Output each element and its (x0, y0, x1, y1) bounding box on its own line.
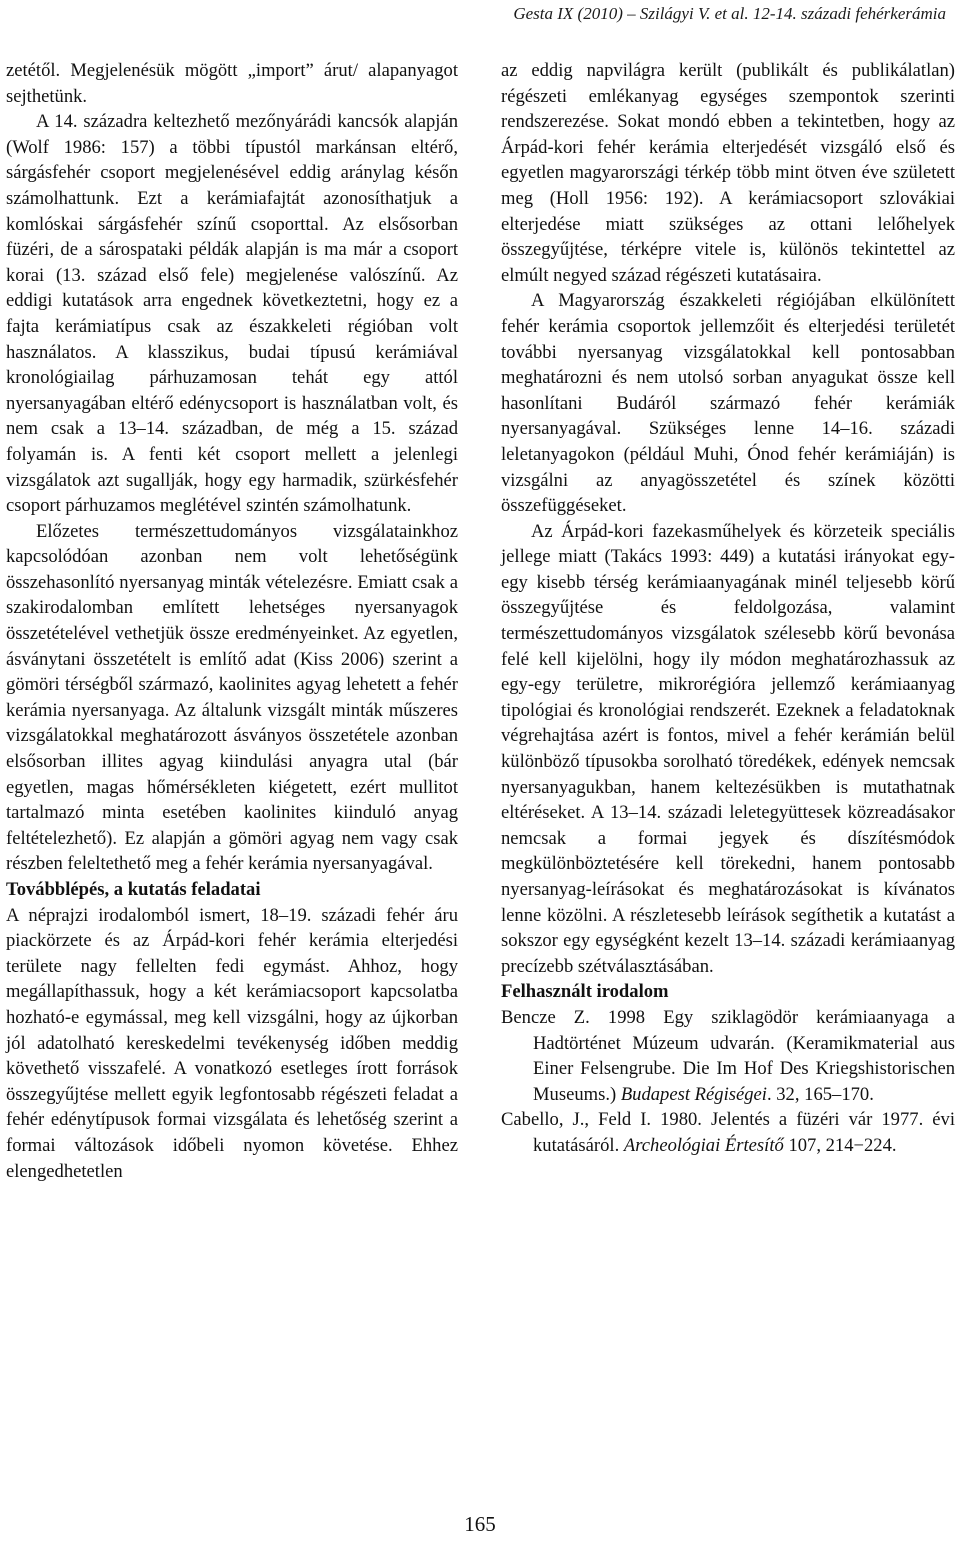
paragraph: Az Árpád-kori fazekasműhelyek és körzeteik speciális jellege miatt (Takács 1993: 449) a kutatási irányokat egy-egy kisebb térség kerámiaanyagának minél teljesebb körű összegyűjtése és feldolgozása, valamint természettudományos vizsgálatok szélesebb körű bevonása felé kell kijelölni, hogy ily módon meghatározhassuk az egy-egy területre, mikrorégióra jellemző kerámiaanyag tipológiai és kronológiai rendszerét. Ezeknek a feladatoknak végrehajtása azért is fontos, mivel a fehér kerámián belül különböző típusokba sorolható töredékek, edények nemcsak nyersanyagukban, hanem keltezésükben is mutathatnak eltéréseket. A 13–14. századi leletegyüttesek közreadásakor nemcsak a formai jegyek és díszítésmódok megkülönböztetésére kell törekedni, hanem pontosabb nyersanyag-leírásokat és meghatározásokat is kívánatos lenne közölni. A részletesebb leírások segíthetik a kutatást a sokszor egy egységként kezelt 13–14. századi kerámiaanyag precízebb szétválasztásában. (501, 520, 955, 977)
section-heading: Továbblépés, a kutatás feladatai (6, 879, 261, 900)
bib-after: 107, 214−224. (783, 1134, 897, 1156)
page-number: 165 (464, 1512, 496, 1536)
right-column (501, 58, 955, 1159)
paragraph: Előzetes természettudományos vizsgálatainkhoz kapcsolódóan azonban nem volt lehetőségünk összehasonlító nyersanyag minták vételezésre. Emiatt csak a szakirodalomban említett lehetséges nyersanyagok összetételével vethetjük össze eredményeinket. Az egyetlen, ásványtani összetételt is említő adat (Kiss 2006) szerint a gömöri térségből származó, kaolinites agyag lehetett a fehér kerámia nyersanyaga. Az általunk vizsgált minták műszeres vizsgálatokkal meghatározott ásványos összetétele azonban elsősorban illites agyag kiindulási anyagra utal (bár egyetlen, magas hőmérsékleten kiégetett, ezért mullitot tartalmazó minta esetében kaolinites kiinduló anyag feltételezhető). Ez alapján a gömöri agyag nem vagy csak részben feleltethető meg a fehér kerámia nyersanyagával. (6, 520, 458, 875)
running-header: Gesta IX (2010) – Szilágyi V. et al. 12-14. századi fehérkerámia (513, 4, 946, 23)
bibliography-heading: Felhasznált irodalom (501, 981, 669, 1003)
paragraph: A néprajzi irodalomból ismert, 18–19. századi fehér áru piackörzete és az Árpád-kori fehér kerámia elterjedési területe nagy fellelten fedi egymást. Ahhoz, hogy megállapíthassuk, hogy a két kerámiacsoport kapcsolatba hozható-e egymással, meg kell vizsgálni, hogy az újkorban jól adatolható kereskedelmi tevékenység időben meddig követhető visszafelé. A vonatkozó esetleges írott források összegyűjtése mellett egyik legfontosabb régészeti feladat a fehér edénytípusok formai vizsgálata és lehetőség szerint a formai változások időbeli nyomon követése. Ehhez elengedhetetlen (6, 904, 458, 1182)
left-column (6, 58, 458, 1184)
paragraph: az eddig napvilágra került (publikált és publikálatlan) régészeti emlékanyag egységes szempontok szerinti rendszerezése. Sokat mondó ebben a tekintetben, hogy az Árpád-kori fehér kerámia elterjedését vizsgáló első és egyetlen magyarországi térkép több mint ötven éve született meg (Holl 1956: 192). A kerámiacsoport szlovákiai elterjedése miatt szükséges az ottani lelőhelyek összegyűjtése, térképre vitele is, különös tekintettel az elmúlt negyed század régészeti kutatásaira. (501, 60, 955, 286)
paragraph: A 14. századra keltezhető mezőnyárádi kancsók alapján (Wolf 1986: 157) a többi típustól markánsan eltérő, sárgásfehér csoport megjelenésével eddig aránylag későn számolhattunk. Ezt a kerámiafajtát azonosíthatjuk a komlóskai sárgásfehér színű csoporttal. Az elsősorban füzéri, de a sárospataki példák alapján is ma már a csoport korai (13. század első fele) megjelenése valószínű. Az eddigi kutatások arra engednek következtetni, hogy ez a fajta kerámiatípus csak az északkeleti régióban volt használatos. A klasszikus, budai típusú kerámiával kronológiailag párhuzamosan tehát egy attól nyersanyagában eltérő edénycsoport is használatban volt, és nem csak a 13–14. században, de még a 15. század folyamán is. A fenti két csoport mellett a jelenlegi vizsgálatok azt sugallják, hogy egy harmadik, szürkésfehér csoport párhuzamos meglétével szintén számolhatunk. (6, 111, 458, 517)
bibliography-entry (501, 1107, 955, 1158)
bib-text: Bencze Z. 1998 Egy sziklagödör kerámiaanyaga a Hadtörténet Múzeum udvarán. (Keramikmaterial aus Einer Felsengrube. Die Im Hof Des Kriegshistorischen Museums.) (501, 1006, 955, 1105)
paragraph: zetétől. Megjelenésük mögött „import” árut/ alapanyagot sejthetünk. (6, 60, 458, 107)
bibliography-entry (501, 1005, 955, 1107)
bib-text: Cabello, J., Feld I. 1980. Jelentés a füzéri vár 1977. évi kutatásáról. (501, 1109, 955, 1156)
bib-journal: Budapest Régiségei (620, 1083, 767, 1105)
bib-journal: Archeológiai Értesítő (623, 1134, 784, 1156)
paragraph: A Magyarország északkeleti régiójában elkülönített fehér kerámia csoportok jellemzőit és elterjedési területét további nyersanyag vizsgálatokkal kell pontosabban meghatározni és nem utolsó sorban anyagukat össze kell hasonlítani Budáról származó fehér kerámiák nyersanyagával. Szükséges lenne 14–16. századi leletanyagokon (például Muhi, Ónod fehér kerámiáján) is vizsgálni az anyagösszetétel és színek közötti összefüggéseket. (501, 290, 955, 517)
bib-after: . 32, 165–170. (766, 1083, 874, 1105)
